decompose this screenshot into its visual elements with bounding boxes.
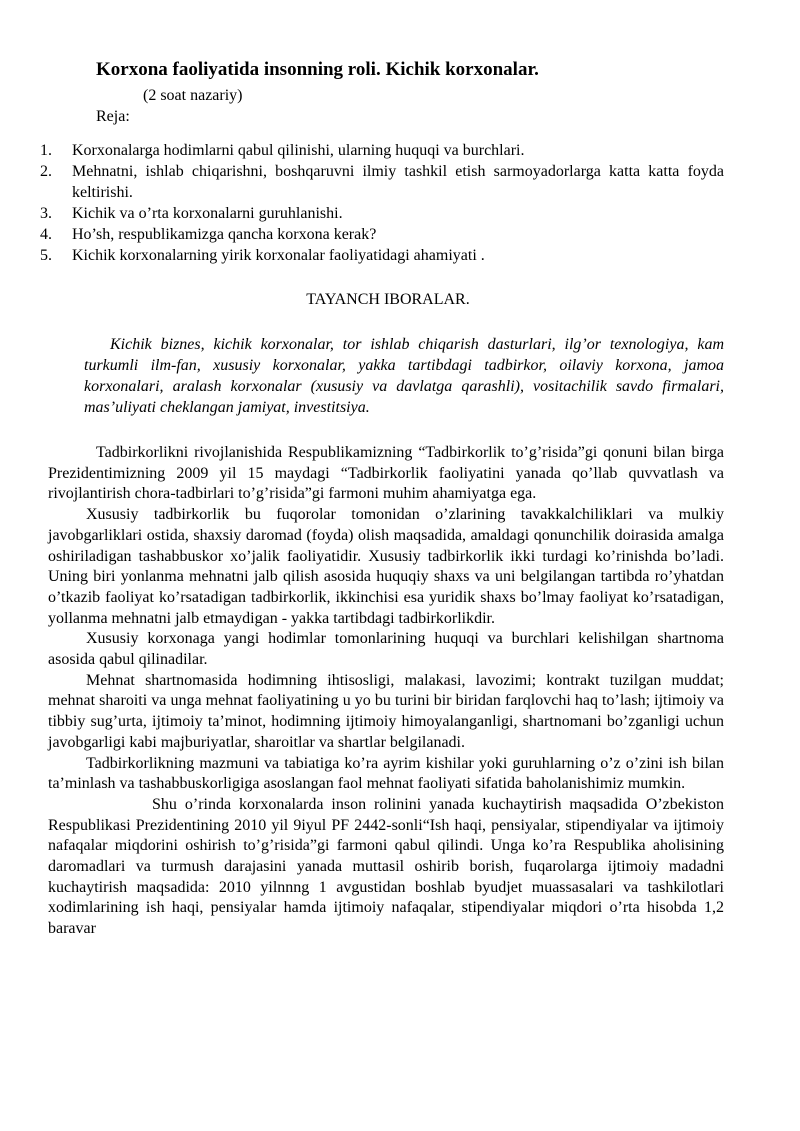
plan-item — [40, 203, 724, 224]
plan-item-text: Kichik va o’rta korxonalarni guruhlanishi. — [72, 205, 343, 222]
keywords-paragraph: Kichik biznes, kichik korxonalar, tor ishlab chiqarish dasturlari, ilg’or texnologiya, kam turkumli ilm-fan, xususiy korxonalar, yakka tartibdagi tadbirkor, oilaviy korxona, jamoa korxonalari, aralash korxonalar (xususiy va davlatga qarashli), vositachilik savdo firmalari, mas’uliyati cheklangan jamiyat, investitsiya. — [84, 336, 724, 416]
plan-item — [40, 245, 724, 266]
plan-item-number: 2. — [40, 163, 52, 180]
plan-item-text: Kichik korxonalarning yirik korxonalar faoliyatidagi ahamiyati . — [72, 247, 485, 264]
document-title: Korxona faoliyatida insonning roli. Kichik korxonalar. — [96, 59, 539, 80]
body-paragraph: Tadbirkorlikni rivojlanishida Respublikamizning “Tadbirkorlik to’g’risida”gi qonuni bilan birga Prezidentimizning 2009 yil 15 maydagi “Tadbirkorlik faoliyatini yanada qo’llab quvvatlash va rivojlantirish chora-tadbirlari to’g’risida”gi farmoni muhim ahamiyatga ega. — [48, 444, 724, 503]
body-paragraph: Xususiy korxonaga yangi hodimlar tomonlarining huquqi va burchlari kelishilgan shartnoma asosida qabul qilinadilar. — [48, 630, 724, 669]
document-subtitle: (2 soat nazariy) — [143, 87, 243, 104]
plan-list — [40, 140, 724, 266]
keywords-heading: TAYANCH IBORALAR. — [306, 291, 470, 308]
plan-item-text: Ho’sh, respublikamizga qancha korxona kerak? — [72, 226, 377, 243]
plan-item-number: 5. — [40, 247, 52, 264]
plan-item-number: 3. — [40, 205, 52, 222]
plan-item-number: 4. — [40, 226, 52, 243]
body-paragraph: Xususiy tadbirkorlik bu fuqorolar tomonidan o’zlarining tavakkalchiliklari va mulkiy javobgarliklari ostida, shaxsiy daromad (foyda) olish maqsadida, amaldagi qonunchilik doirasida amalga oshiriladigan tashabbuskor xo’jalik faoliyatidir. Xususiy tadbirkorlik ikki turdagi ko’rinishda bo’ladi. Uning biri yonlanma mehnatni jalb qilish asosida huquqiy shaxs va uni belgilangan tartibda ro’yhatdan o’tkazib faoliyat ko’rsatadigan tadbirkorlik, ikkinchisi esa yuridik shaxs bo’lmay faoliyat ko’rsatadigan, yollanma mehnatni jalb etmaydigan - yakka tartibdagi tadbirkorlikdir. — [48, 506, 724, 627]
plan-item — [40, 224, 724, 245]
body-paragraph: Tadbirkorlikning mazmuni va tabiatiga ko’ra ayrim kishilar yoki guruhlarning o’z o’zini ish bilan ta’minlash va tashabbuskorligiga asoslangan faol mehnat faoliyati sifatida baholanishimiz mumkin. — [48, 754, 724, 793]
plan-label: Reja: — [96, 108, 130, 125]
body-paragraph: Shu o’rinda korxonalarda inson rolinini yanada kuchaytirish maqsadida O’zbekiston Respublikasi Prezidentining 2010 yil 9iyul PF 2442-sonli“Ish haqi, pensiyalar, stipendiyalar va ijtimoiy nafaqalar miqdorini oshirish to’g’risida”gi farmoni qabul qilindi. Unga ko’ra Respublika aholisining daromadlari va turmush darajasini yanada muttasil oshirib borish, fuqarolarga ijtimoiy madadni kuchaytirish maqsadida: 2010 yilnnng 1 avgustidan boshlab byudjet muassasalari va tashkilotlari xodimlarining ish haqi, pensiyalar hamda ijtimoiy nafaqalar, stipendiyalar miqdori o’rta hisobda 1,2 baravar — [48, 795, 724, 938]
plan-item-text: Korxonalarga hodimlarni qabul qilinishi, ularning huquqi va burchlari. — [72, 142, 525, 159]
plan-item — [40, 140, 724, 161]
plan-item-number: 1. — [40, 142, 52, 159]
body-text — [48, 443, 724, 940]
body-paragraph: Mehnat shartnomasida hodimning ihtisosligi, malakasi, lavozimi; kontrakt tuzilgan muddat; mehnat sharoiti va unga mehnat faoliyatining u yo bu turini bir biridan farqlovchi haq to’lash; ijtimoiy va tibbiy sug’urta, ijtimoiy ta’minot, hodimning ijtimoiy himoyalanganligi, shartnomani bo’zganligi uchun javobgarligi kabi majburiyatlar, sharoitlar va shartlar belgilanadi. — [48, 671, 724, 751]
plan-item-text: Mehnatni, ishlab chiqarishni, boshqaruvni ilmiy tashkil etish sarmoyadorlarga katta katta foyda keltirishi. — [72, 163, 724, 201]
plan-item — [40, 161, 724, 203]
